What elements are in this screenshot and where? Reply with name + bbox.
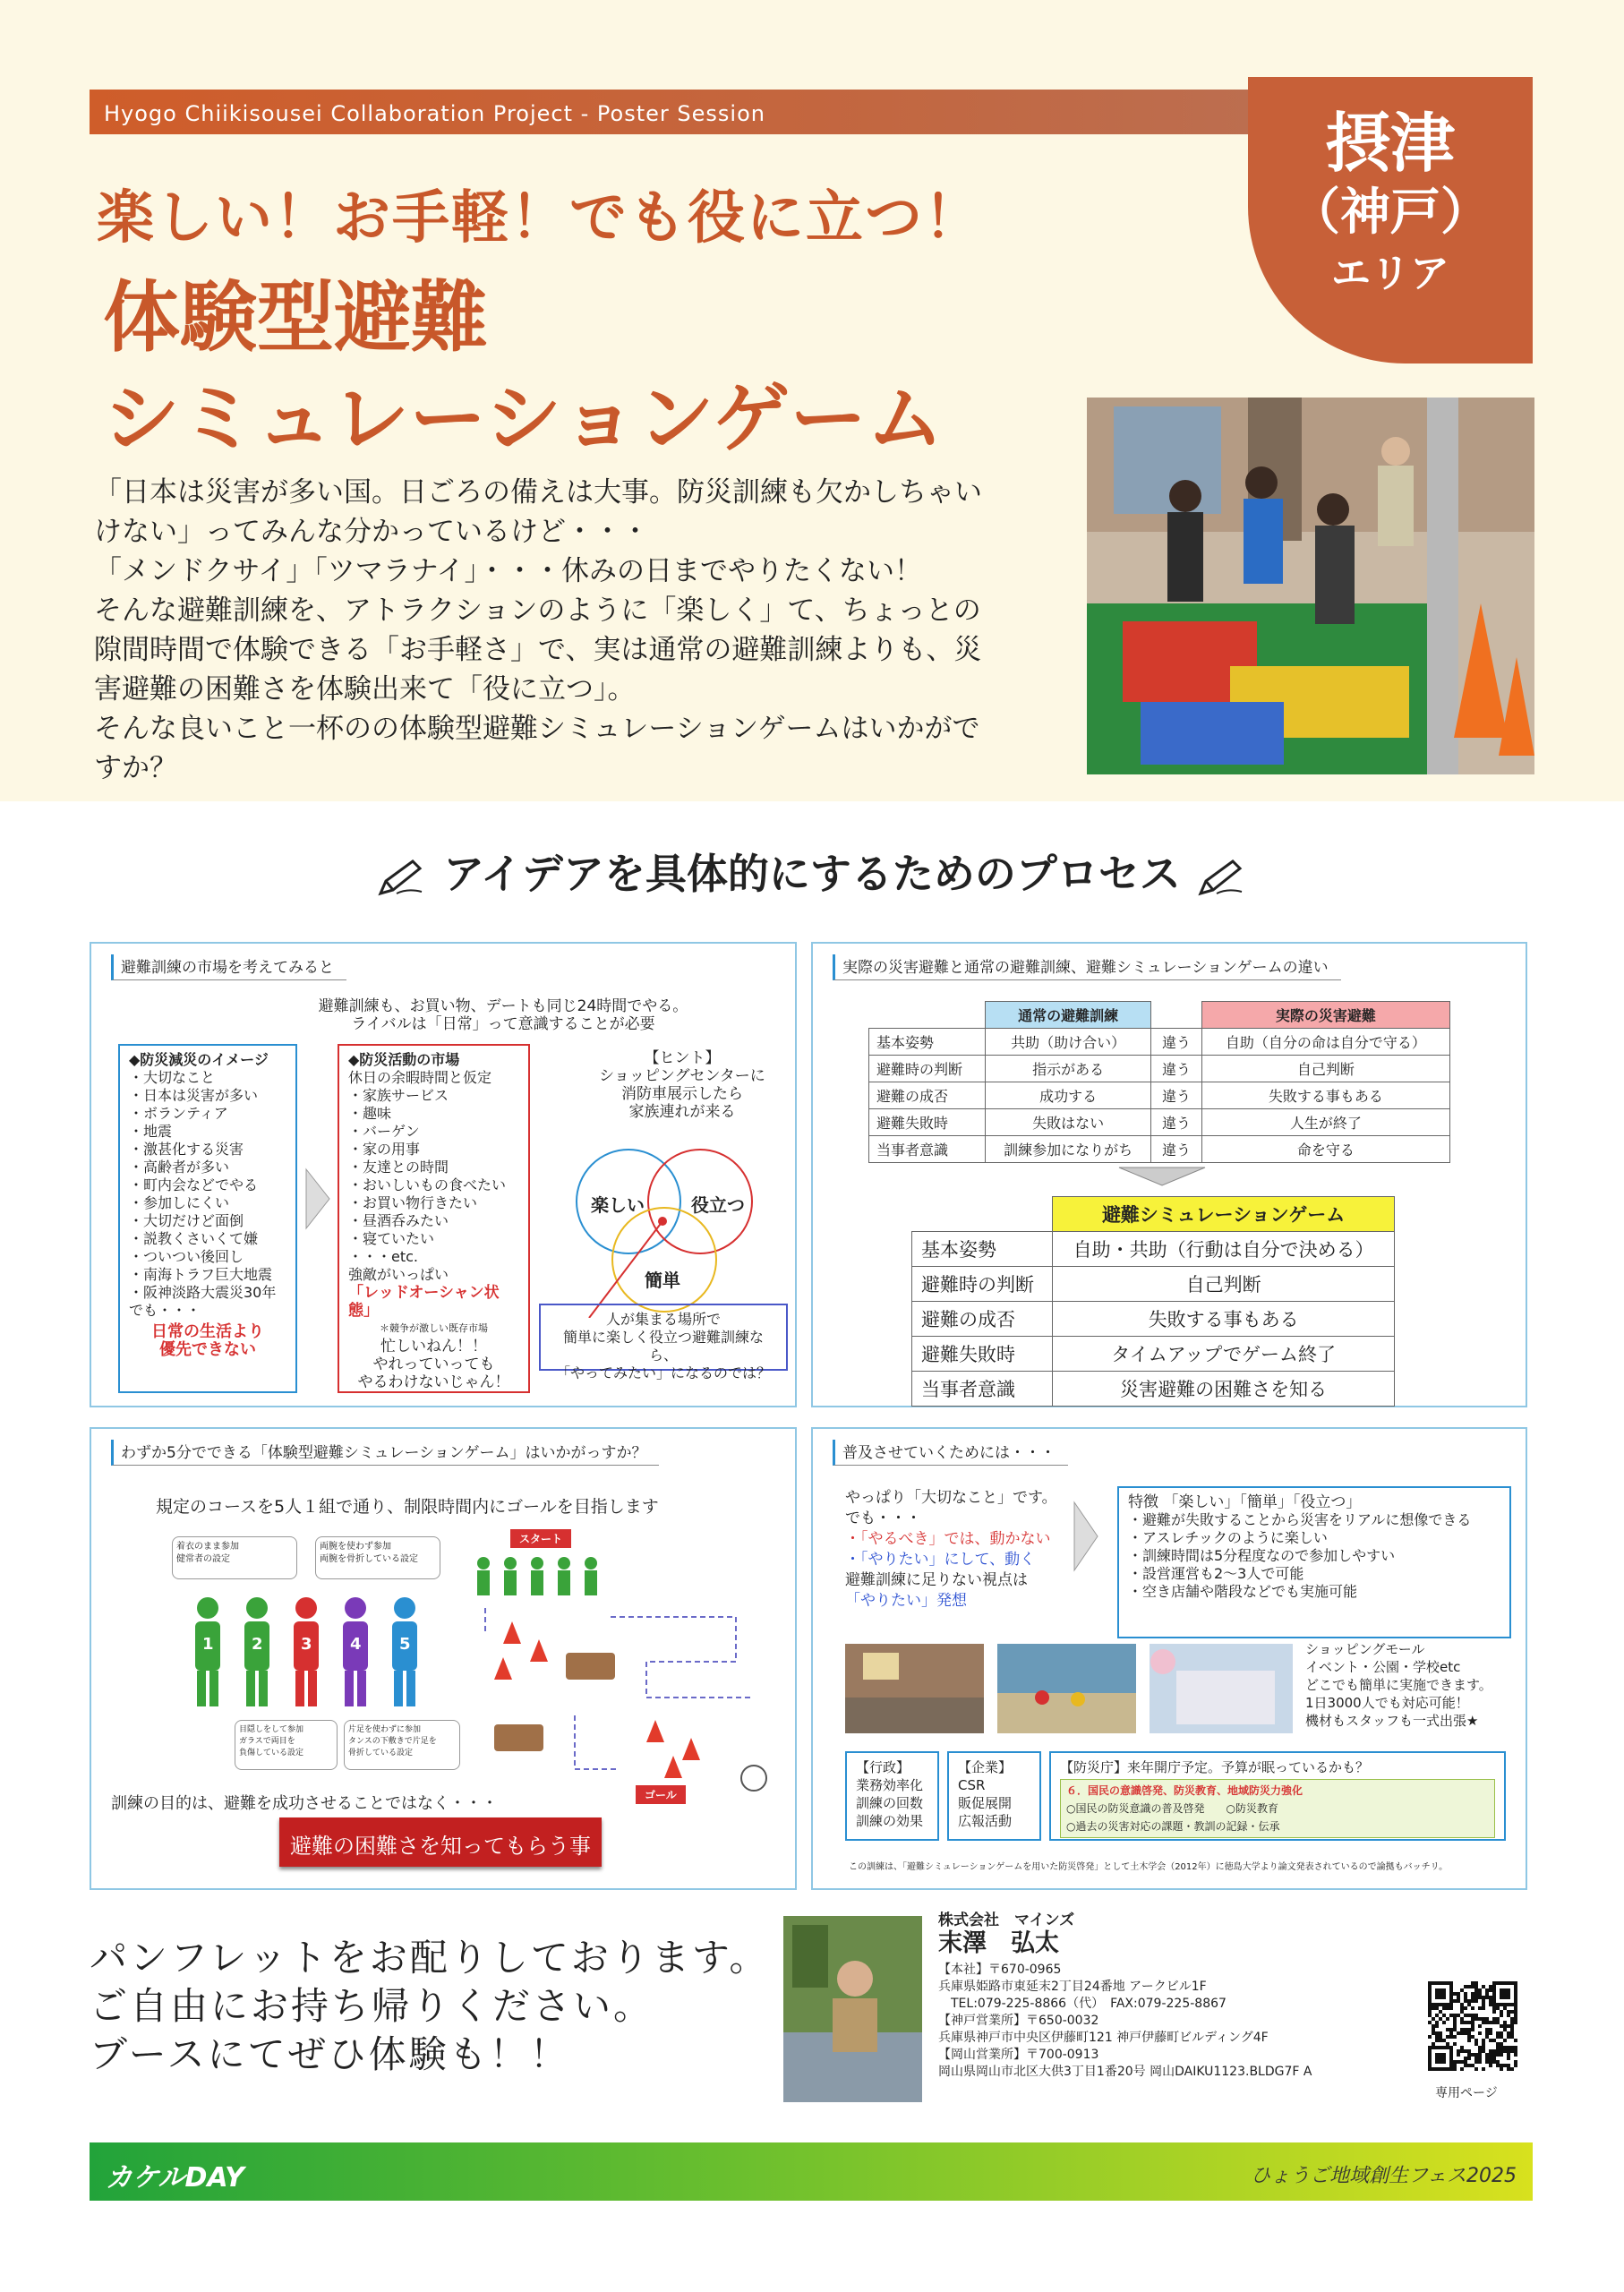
priority-note: 日常の生活より 優先できない [151, 1322, 264, 1359]
intro-para: 「メンドクサイ」「ツマラナイ」・・・休みの日までやりたくない！ [94, 555, 923, 587]
agency-box [1049, 1751, 1506, 1841]
address-line: 岡山県岡山市北区大供3丁目1番20号 岡山DAIKU1123.BLDG7F A [938, 2065, 1312, 2079]
person-photo [783, 1916, 922, 2102]
cell: 自助（自分の命は自分で守る） [1201, 1029, 1449, 1056]
feature-item: ・空き店舗や階段などでも実施可能 [1128, 1583, 1358, 1600]
panel-heading: 実際の災害避難と通常の避難訓練、避難シミュレーションゲームの違い [833, 954, 1341, 980]
corp-item: 広報活動 [958, 1813, 1013, 1829]
list-item: ・地震 [129, 1123, 173, 1140]
footer-event: ひょうご地域創生フェス2025 [1251, 2165, 1517, 2187]
cell: 指示がある [986, 1056, 1151, 1082]
red-ocean-label: 「レッドオーシャン状態」 [348, 1284, 500, 1320]
row-label: 避難の成否 [912, 1302, 1053, 1337]
pamphlet-message [90, 1934, 770, 2079]
game-lead: 規定のコースを5人１組で通り、制限時間内にゴールを目指します [156, 1497, 659, 1517]
title-line2: シミュレーションゲーム [103, 374, 944, 464]
corp-box [947, 1751, 1041, 1841]
title-line1: 体験型避難 [103, 273, 488, 363]
box-title: ◆防災活動の市場 [348, 1051, 460, 1068]
qr-code[interactable] [1428, 1981, 1517, 2071]
market-list [348, 1069, 519, 1284]
table-gap [1151, 1002, 1201, 1029]
agency-sub: ６．国民の意識啓発、防災教育、地域防災力強化 [1066, 1784, 1303, 1797]
disaster-market-box [338, 1044, 530, 1393]
list-item: ・大切だけど面倒 [129, 1212, 244, 1229]
message-line: ご自由にお持ち帰りください。 [90, 1984, 654, 2028]
market-lead-1: 避難訓練も、お買い物、デートも同じ24時間でやる。 [318, 997, 688, 1015]
row-label: 避難の成否 [869, 1082, 986, 1109]
table-row [912, 1267, 1395, 1302]
agency-item: ○国民の防災意識の普及啓発 ○防災教育 [1066, 1802, 1278, 1815]
footer-bar [90, 2142, 1533, 2201]
table-row [869, 1082, 1450, 1109]
down-arrow-icon [1117, 1166, 1207, 1191]
cell: 違う [1151, 1029, 1201, 1056]
area-name: 摂津 [1325, 106, 1455, 181]
address-list [938, 1962, 1312, 2081]
person-number: 4 [350, 1635, 362, 1654]
list-item: ・寝ていたい [348, 1230, 435, 1247]
process-title: アイデアを具体的にするためのプロセス [443, 850, 1181, 898]
row-label: 避難失敗時 [869, 1109, 986, 1136]
feature-item: ・設営運営も2～3人で可能 [1128, 1565, 1304, 1582]
game-table [911, 1196, 1395, 1407]
venn-label: 簡単 [645, 1270, 680, 1291]
list-item: ・友達との時間 [348, 1159, 449, 1176]
venue-photos [845, 1644, 1293, 1733]
address-line: TEL:079-225-8866（代） FAX:079-225-8867 [938, 1997, 1227, 2011]
people-figures [181, 1595, 449, 1702]
goal-label: ゴール [636, 1785, 686, 1804]
footnote: この訓練は、「避難シミュレーションゲームを用いた防災啓発」として土木学会（2012年）に徳島大学より論文発表されているので論拠もバッチリ。 [849, 1862, 1449, 1872]
cell: 自己判断 [1053, 1267, 1395, 1302]
list-item: ・激甚化する災害 [129, 1141, 244, 1158]
gov-item: 訓練の回数 [856, 1795, 924, 1811]
cell: 命を守る [1201, 1136, 1449, 1163]
table-row [869, 1056, 1450, 1082]
box-title: ◆防災減災のイメージ [129, 1051, 269, 1068]
list-item: ・参加しにくい [129, 1194, 230, 1211]
cell: タイムアップでゲーム終了 [1053, 1337, 1395, 1372]
person-number: 5 [399, 1635, 411, 1654]
cell: 自助・共助（行動は自分で決める） [1053, 1232, 1395, 1267]
row-label: 当事者意識 [869, 1136, 986, 1163]
busy-note: 忙しいねん！！ やれっていっても やるわけないじゃん！ [357, 1338, 510, 1391]
row-label: 基本姿勢 [869, 1029, 986, 1056]
table-row [869, 1029, 1450, 1056]
agency-item: ○過去の災害対応の課題・教訓の記録・伝承 [1066, 1820, 1280, 1833]
course-diagram [467, 1554, 790, 1805]
corp-item: 販促展開 [958, 1795, 1013, 1811]
address-line: 兵庫県神戸市中央区伊藤町121 神戸伊藤町ビルディング4F [938, 2031, 1269, 2045]
market-lead [270, 997, 736, 1033]
intro-para: 「日本は災害が多い国。日ごろの備えは大事。防災訓練も欠かしちゃいけない」ってみんな分かっているけど・・・ [94, 476, 982, 548]
list-item: ・・・etc. [348, 1248, 419, 1265]
row-label: 当事者意識 [912, 1372, 1053, 1407]
table-row [912, 1232, 1395, 1267]
cell: 成功する [986, 1082, 1151, 1109]
cell: 違う [1151, 1109, 1201, 1136]
spread-line: でも・・・ [845, 1509, 921, 1527]
row-label: 避難失敗時 [912, 1337, 1053, 1372]
intro-text [94, 473, 1007, 788]
address-line: 【神戸営業所】〒650-0032 [938, 2014, 1099, 2028]
address-line: 【本社】〒670-0965 [938, 1963, 1062, 1977]
panel-heading: 避難訓練の市場を考えてみると [111, 954, 346, 980]
panel-heading: わずか5分でできる「体験型避難シミュレーションゲーム」はいかがっすか？ [111, 1440, 659, 1466]
cell: 共助（助け合い） [986, 1029, 1151, 1056]
hint-title: 【ヒント】 [644, 1049, 721, 1067]
cell: 違う [1151, 1056, 1201, 1082]
comparison-table [868, 1001, 1450, 1163]
list-item: ・趣味 [348, 1105, 392, 1122]
panel-game [90, 1427, 797, 1890]
spread-line: やっぱり「大切なこと」です。 [845, 1489, 1057, 1507]
arrow-icon [304, 1167, 331, 1234]
features-box [1117, 1486, 1511, 1638]
hint [575, 1049, 790, 1121]
spread-line: 「やりたい」発想 [845, 1592, 967, 1610]
bubble: 片足を使わずに参加 タンスの下敷きで片足を 骨折している設定 [344, 1720, 460, 1770]
bubble: 着衣のまま参加 健常者の設定 [172, 1536, 297, 1579]
spread-line: 避難訓練に足りない視点は [845, 1571, 1028, 1589]
cell: 失敗する事もある [1053, 1302, 1395, 1337]
list-item: ・ついつい後回し [129, 1248, 244, 1265]
corp-title: 【企業】 [958, 1759, 1013, 1775]
red-ocean-note: ＊競争が激しい既存市場 [380, 1322, 488, 1334]
intro-para: そんな避難訓練を、アトラクションのように「楽しく」て、ちょっとの隙間時間で体験できる「お手軽さ」で、実は通常の避難訓練よりも、災害避難の困難さを体験出来て「役に立つ」。 [94, 594, 982, 706]
list-item: ・高齢者が多い [129, 1159, 230, 1176]
venn-label: 楽しい [591, 1194, 645, 1216]
list-item: 強敵がいっぱい [348, 1266, 449, 1283]
cell: 違う [1151, 1082, 1201, 1109]
person-number: 3 [301, 1635, 312, 1654]
disaster-image-box [118, 1044, 297, 1393]
col-header: 実際の災害避難 [1201, 1002, 1449, 1029]
cell: 自己判断 [1201, 1056, 1449, 1082]
list-item: ・町内会などでやる [129, 1176, 259, 1193]
conclusion-box: 人が集まる場所で 簡単に楽しく役立つ避難訓練なら、 「やってみたい」になるのでは？ [539, 1304, 788, 1371]
list-item: 休日の余暇時間と仮定 [348, 1069, 492, 1086]
list-item: ・お買い物行きたい [348, 1194, 478, 1211]
feature-item: ・訓練時間は5分程度なので参加しやすい [1128, 1547, 1396, 1564]
list-item: ・おいしいもの食べたい [348, 1176, 507, 1193]
corp-item: CSR [958, 1777, 986, 1793]
table-row [912, 1372, 1395, 1407]
pencil-icon [1197, 858, 1247, 897]
feature-item: ・アスレチックのように楽しい [1128, 1529, 1328, 1546]
panel-spread [811, 1427, 1527, 1890]
table-row [912, 1302, 1395, 1337]
bubble: 両腕を使わず参加 両腕を骨折している設定 [315, 1536, 440, 1579]
list-item: ・家の用事 [348, 1141, 421, 1158]
pencil-icon [377, 858, 427, 897]
list-item: ・南海トラフ巨大地震 [129, 1266, 273, 1283]
area-label: エリア [1331, 251, 1449, 296]
row-label: 避難時の判断 [869, 1056, 986, 1082]
row-label: 避難時の判断 [912, 1267, 1053, 1302]
row-label: 基本姿勢 [912, 1232, 1053, 1267]
list-item: ・ボランティア [129, 1105, 228, 1122]
intro-para: そんな良いこと一杯のの体験型避難シミュレーションゲームはいかがですか？ [94, 713, 980, 784]
list-item: ・家族サービス [348, 1087, 449, 1104]
venn-label: 役立つ [691, 1194, 745, 1216]
person-number: 1 [202, 1635, 214, 1654]
message-line: パンフレットをお配りしております。 [90, 1936, 770, 1980]
venue-text: ショッピングモール イベント・公園・学校etc どこでも簡単に実施できます。 1日3000人でも対応可能！ 機材もスタッフも一式出張★ [1305, 1641, 1492, 1729]
qr-label: 専用ページ [1435, 2086, 1498, 2100]
table-row [869, 1109, 1450, 1136]
col-header: 通常の避難訓練 [986, 1002, 1151, 1029]
footer-brand: カケルDAY [106, 2162, 244, 2194]
panel-heading: 普及させていくためには・・・ [833, 1440, 1068, 1466]
table-row [869, 1136, 1450, 1163]
event-photo [1087, 398, 1534, 774]
goal-ribbon: 避難の困難さを知ってもらう事 [279, 1817, 602, 1867]
table-corner [912, 1197, 1053, 1232]
list-item: ・バーゲン [348, 1123, 420, 1140]
list-item: ・日本は災害が多い [129, 1087, 259, 1104]
person-name: 末澤 弘太 [938, 1929, 1059, 1957]
gov-box [845, 1751, 939, 1841]
features-title: 特徴 「楽しい」「簡単」「役立つ」 [1128, 1493, 1362, 1511]
features-list [1128, 1511, 1500, 1601]
feature-item: ・避難が失敗することから災害をリアルに想像できる [1128, 1511, 1472, 1528]
banner: Hyogo Chiikisousei Collaboration Project - Poster Session [90, 90, 1533, 134]
table-row [912, 1337, 1395, 1372]
message-line: ブースにてぜひ体験も！！ [90, 2032, 570, 2076]
venn-diagram [557, 1139, 772, 1318]
cell: 人生が終了 [1201, 1109, 1449, 1136]
address-line: 【岡山営業所】〒700-0913 [938, 2048, 1099, 2062]
cell: 失敗はない [986, 1109, 1151, 1136]
process-heading [0, 842, 1624, 901]
purpose-text: 訓練の目的は、避難を成功させることではなく・・・ [111, 1794, 498, 1813]
start-label: スタート [510, 1529, 571, 1548]
cell: 訓練参加になりがち [986, 1136, 1151, 1163]
company-info [938, 1911, 1312, 2081]
arrow-icon [1073, 1501, 1099, 1576]
table-corner [869, 1002, 986, 1029]
gov-item: 業務効率化 [856, 1777, 924, 1793]
disaster-image-list [129, 1069, 286, 1320]
gov-title: 【行政】 [856, 1759, 910, 1775]
cell: 失敗する事もある [1201, 1082, 1449, 1109]
spread-line: ・「やりたい」にして、動く [845, 1551, 1036, 1569]
list-item: ・昼酒呑みたい [348, 1212, 449, 1229]
agency-detail [1060, 1779, 1495, 1838]
list-item: ・阪神淡路大震災30年でも・・・ [129, 1284, 277, 1319]
cell: 災害避難の困難さを知る [1053, 1372, 1395, 1407]
area-sub: （神戸） [1290, 184, 1491, 242]
agency-title: 【防災庁】来年開庁予定。予算が眠っているかも？ [1060, 1759, 1370, 1775]
market-lead-2: ライバルは「日常」って意識することが必要 [351, 1015, 655, 1033]
spread-line: ・「やるべき」では、動かない [845, 1530, 1051, 1548]
list-item: ・説教くさいくて嫌 [129, 1230, 259, 1247]
panel-comparison [811, 942, 1527, 1407]
tagline: 楽しい！お手軽！でも役に立つ！ [97, 185, 983, 252]
col-header: 避難シミュレーションゲーム [1053, 1197, 1395, 1232]
hint-text: ショッピングセンターに 消防車展示したら 家族連れが来る [599, 1067, 765, 1121]
person-number: 2 [252, 1635, 263, 1654]
company-name: 株式会社 マインズ [938, 1911, 1075, 1929]
bubble: 目隠しをして参加 ガラスで両目を 負傷している設定 [235, 1720, 338, 1770]
gov-item: 訓練の効果 [856, 1813, 924, 1829]
list-item: ・大切なこと [129, 1069, 216, 1086]
cell: 違う [1151, 1136, 1201, 1163]
address-line: 兵庫県姫路市東延末2丁目24番地 アークビル1F [938, 1980, 1207, 1994]
panel-market [90, 942, 797, 1407]
spread-lead [845, 1488, 1057, 1612]
